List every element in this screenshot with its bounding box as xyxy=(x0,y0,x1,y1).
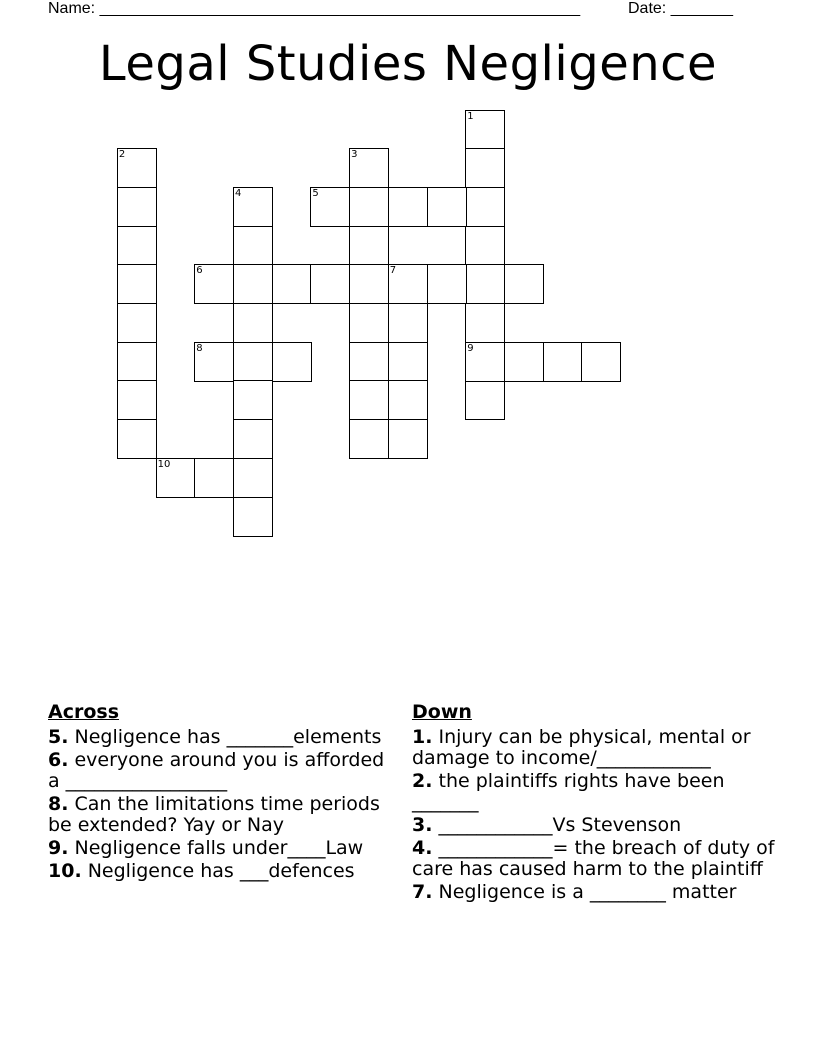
crossword-cell[interactable] xyxy=(117,303,157,343)
cell-number: 9 xyxy=(467,342,474,354)
date-field-label: Date: _______ xyxy=(628,0,733,17)
crossword-cell[interactable] xyxy=(349,419,389,459)
crossword-cell[interactable] xyxy=(388,419,428,459)
clue-number: 9. xyxy=(48,837,69,859)
crossword-cell[interactable] xyxy=(117,264,157,304)
crossword-cell[interactable] xyxy=(233,303,273,343)
crossword-cell[interactable] xyxy=(465,380,505,420)
clue-item xyxy=(412,771,782,813)
cell-number: 8 xyxy=(196,342,203,354)
cell-number: 3 xyxy=(351,149,358,161)
clue-item xyxy=(412,815,782,836)
crossword-cell[interactable] xyxy=(117,148,157,188)
clue-text: the plaintiffs rights have been _______ xyxy=(412,770,725,813)
crossword-cell[interactable] xyxy=(156,458,196,498)
crossword-cell[interactable] xyxy=(233,187,273,227)
crossword-cell[interactable] xyxy=(117,187,157,227)
crossword-cell[interactable] xyxy=(194,264,234,304)
cell-number: 4 xyxy=(235,187,242,199)
clue-number: 1. xyxy=(412,726,433,748)
clue-item xyxy=(412,882,782,903)
clue-text: everyone around you is afforded a _________________ xyxy=(48,749,385,792)
clue-text: ____________Vs Stevenson xyxy=(432,814,682,836)
cell-number: 7 xyxy=(389,265,397,277)
crossword-cell[interactable] xyxy=(117,419,157,459)
down-heading: Down xyxy=(412,701,472,723)
crossword-cell[interactable] xyxy=(349,187,389,227)
crossword-cell[interactable] xyxy=(117,342,157,382)
crossword-cell[interactable] xyxy=(117,226,157,266)
crossword-cell[interactable] xyxy=(233,226,273,266)
crossword-cell[interactable] xyxy=(194,458,234,498)
crossword-cell[interactable] xyxy=(272,264,312,304)
crossword-cell[interactable] xyxy=(388,342,428,382)
crossword-cell[interactable] xyxy=(233,458,273,498)
crossword-cell[interactable] xyxy=(388,187,428,227)
across-clues xyxy=(48,702,388,884)
cell-number: 2 xyxy=(118,149,126,161)
clue-item xyxy=(412,838,782,880)
cell-number: 1 xyxy=(467,110,474,122)
down-clues xyxy=(412,702,782,905)
crossword-cell[interactable] xyxy=(194,342,234,382)
crossword-cell[interactable] xyxy=(233,497,273,537)
clue-number: 6. xyxy=(48,749,69,771)
clue-number: 5. xyxy=(48,726,69,748)
crossword-cell[interactable] xyxy=(349,264,389,304)
clue-item xyxy=(48,838,388,859)
clue-text: Negligence has _______elements xyxy=(68,726,382,748)
cell-number: 10 xyxy=(157,458,171,470)
clue-item xyxy=(48,861,388,882)
crossword-cell[interactable] xyxy=(388,264,428,304)
clue-number: 4. xyxy=(412,837,433,859)
crossword-cell[interactable] xyxy=(465,148,505,188)
crossword-cell[interactable] xyxy=(233,419,273,459)
crossword-cell[interactable] xyxy=(427,187,467,227)
crossword-cell[interactable] xyxy=(233,380,273,420)
clue-text: Injury can be physical, mental or damage to income/____________ xyxy=(412,726,751,769)
crossword-cell[interactable] xyxy=(272,342,312,382)
crossword-cell[interactable] xyxy=(465,110,505,150)
crossword-cell[interactable] xyxy=(504,264,544,304)
crossword-cell[interactable] xyxy=(349,303,389,343)
crossword-cell[interactable] xyxy=(465,187,505,227)
cell-number: 6 xyxy=(196,265,203,277)
crossword-cell[interactable] xyxy=(581,342,621,382)
crossword-cell[interactable] xyxy=(427,264,467,304)
crossword-cell[interactable] xyxy=(117,380,157,420)
crossword-cell[interactable] xyxy=(310,187,350,227)
clue-text: Negligence falls under____Law xyxy=(68,837,364,859)
clue-text: Can the limitations time periods be extended? Yay or Nay xyxy=(48,793,380,836)
clue-number: 3. xyxy=(412,814,433,836)
across-heading: Across xyxy=(48,701,120,723)
clue-item xyxy=(48,727,388,748)
crossword-cell[interactable] xyxy=(504,342,544,382)
crossword-cell[interactable] xyxy=(388,303,428,343)
crossword-cell[interactable] xyxy=(349,380,389,420)
crossword-cell[interactable] xyxy=(465,226,505,266)
crossword-cell[interactable] xyxy=(310,264,350,304)
page-title: Legal Studies Negligence xyxy=(98,36,718,92)
crossword-cell[interactable] xyxy=(349,342,389,382)
crossword-cell[interactable] xyxy=(349,148,389,188)
clue-text: Negligence has ___defences xyxy=(81,860,355,882)
name-field-label: Name: ______________________________________________________ xyxy=(48,0,581,17)
clue-number: 2. xyxy=(412,770,433,792)
crossword-cell[interactable] xyxy=(233,264,273,304)
crossword-cell[interactable] xyxy=(349,226,389,266)
crossword-cell[interactable] xyxy=(543,342,583,382)
crossword-cell[interactable] xyxy=(233,342,273,382)
across-clue-list xyxy=(48,727,388,882)
crossword-cell[interactable] xyxy=(388,380,428,420)
clue-text: Negligence is a ________ matter xyxy=(432,881,737,903)
clue-text: ____________= the breach of duty of care has caused harm to the plaintiff xyxy=(412,837,775,880)
crossword-cell[interactable] xyxy=(465,303,505,343)
clue-item xyxy=(48,750,388,792)
crossword-cell[interactable] xyxy=(465,264,505,304)
clue-item xyxy=(48,794,388,836)
clue-number: 7. xyxy=(412,881,433,903)
clue-number: 8. xyxy=(48,793,69,815)
clue-number: 10. xyxy=(48,860,82,882)
down-clue-list xyxy=(412,727,782,903)
cell-number: 5 xyxy=(312,187,319,199)
clue-item xyxy=(412,727,782,769)
crossword-cell[interactable] xyxy=(465,342,505,382)
